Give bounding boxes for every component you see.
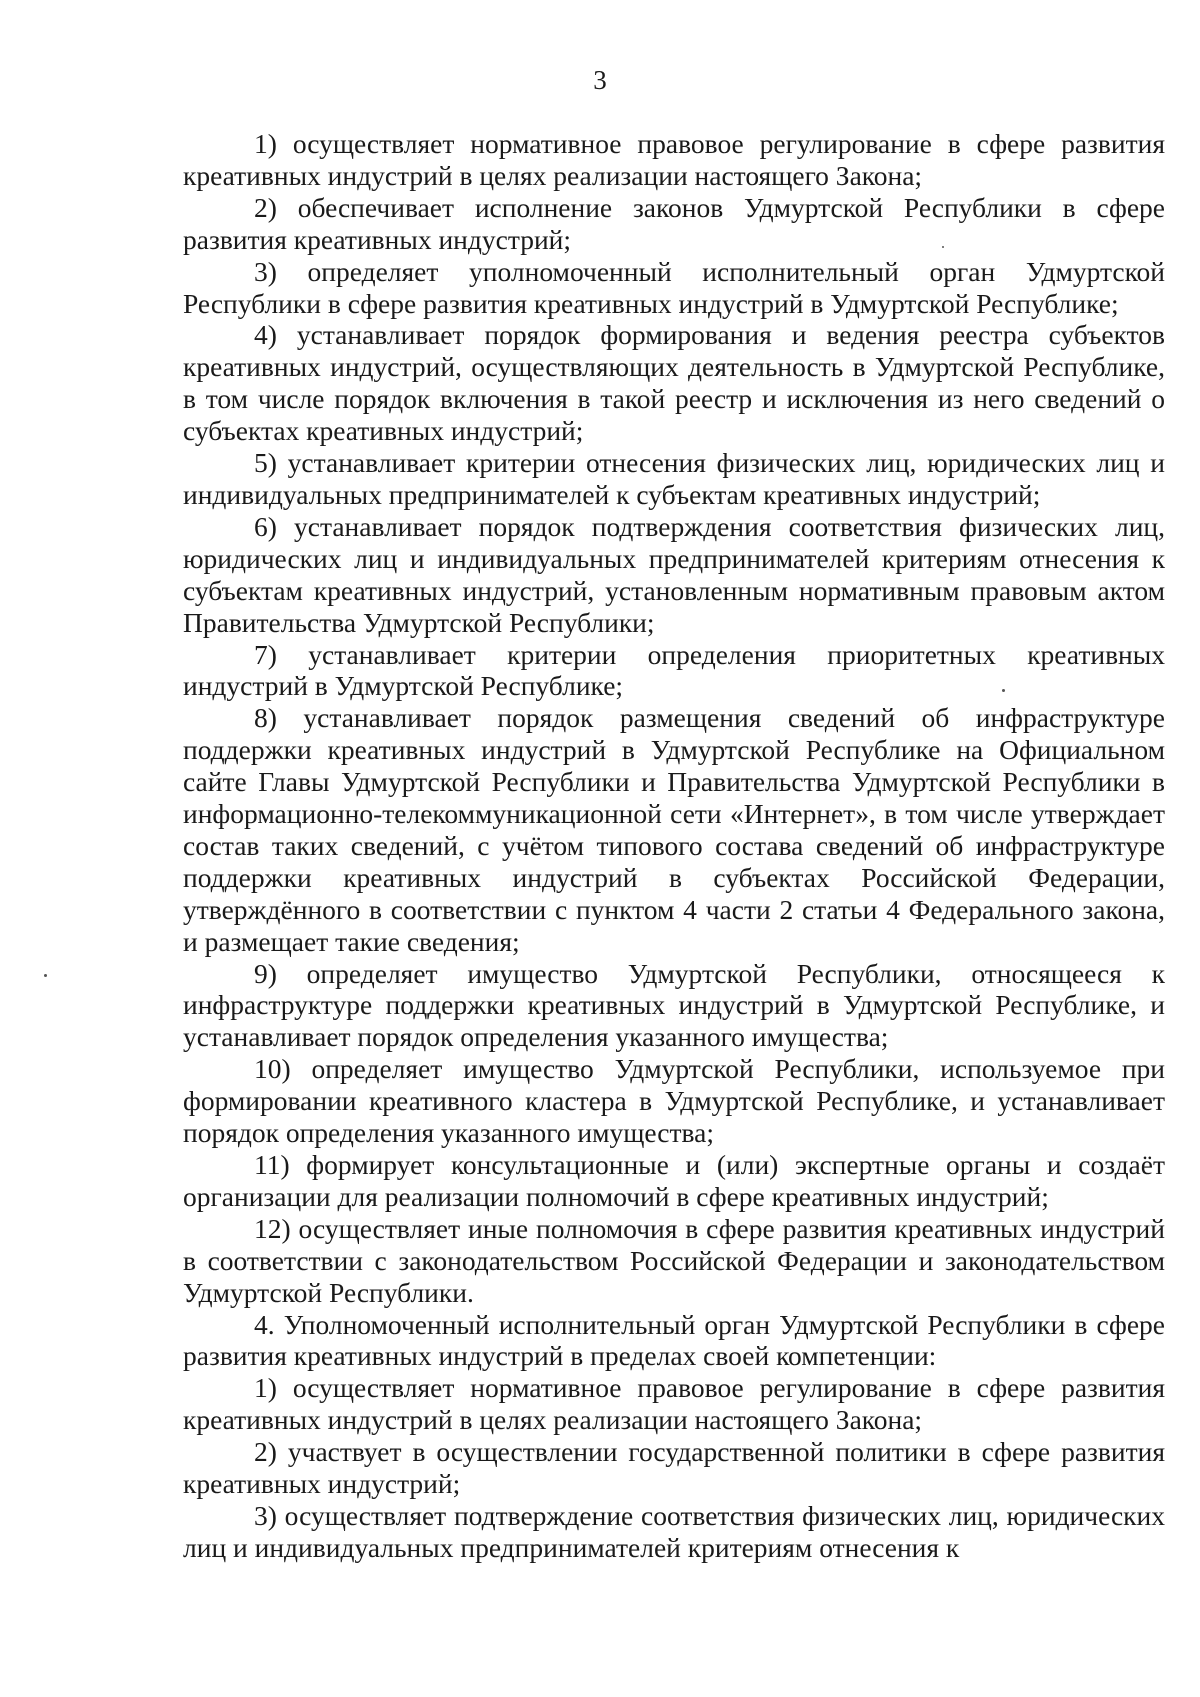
paragraph-4-2: 2) участвует в осуществлении государственной политики в сфере развития креативных индустрий; xyxy=(183,1436,1165,1500)
paragraph-3-7: 7) устанавливает критерии определения приоритетных креативных индустрий в Удмуртской Республике; xyxy=(183,638,1165,702)
paragraph-3-3: 3) определяет уполномоченный исполнительный орган Удмуртской Республики в сфере развития креативных индустрий в Удмуртской Республике; xyxy=(183,255,1165,319)
paragraph-3-8: 8) устанавливает порядок размещения сведений об инфраструктуре поддержки креативных индустрий в Удмуртской Республике на Официальном сайте Главы Удмуртской Республики и Правительства Удмуртской Республики в информационно-телекоммуникационной сети «Интернет», в том числе утверждает состав таких сведений, с учётом типового состава сведений об инфраструктуре поддержки креативных индустрий в субъектах Российской Федерации, утверждённого в соответствии с пунктом 4 части 2 статьи 4 Федерального закона, и размещает такие сведения; xyxy=(183,702,1165,957)
paragraph-3-4: 4) устанавливает порядок формирования и ведения реестра субъектов креативных индустрий, осуществляющих деятельность в Удмуртской Республике, в том числе порядок включения в такой реестр и исключения из него сведений о субъектах креативных индустрий; xyxy=(183,319,1165,447)
paragraph-3-1: 1) осуществляет нормативное правовое регулирование в сфере развития креативных индустрий в целях реализации настоящего Закона; xyxy=(183,128,1165,191)
paragraph-3-12: 12) осуществляет иные полномочия в сфере развития креативных индустрий в соответствии с законодательством Российской Федерации и законодательством Удмуртской Республики. xyxy=(183,1212,1165,1308)
paragraph-3-9: 9) определяет имущество Удмуртской Республики, относящееся к инфраструктуре поддержки креативных индустрий в Удмуртской Республике, и устанавливает порядок определения указанного имущества; xyxy=(183,957,1165,1053)
document-body xyxy=(183,128,1165,1564)
paragraph-3-5: 5) устанавливает критерии отнесения физических лиц, юридических лиц и индивидуальных предпринимателей к субъектам креативных индустрий; xyxy=(183,447,1165,510)
scan-speck xyxy=(44,974,47,977)
paragraph-4-1: 1) осуществляет нормативное правовое регулирование в сфере развития креативных индустрий в целях реализации настоящего Закона; xyxy=(183,1372,1165,1436)
scan-speck xyxy=(942,246,944,248)
scan-speck xyxy=(1002,689,1005,692)
paragraph-3-2: 2) обеспечивает исполнение законов Удмуртской Республики в сфере развития креативных индустрий; xyxy=(183,191,1165,255)
page-number: 3 xyxy=(593,65,607,95)
paragraph-4-3: 3) осуществляет подтверждение соответствия физических лиц, юридических лиц и индивидуальных предпринимателей критериям отнесения к xyxy=(183,1499,1165,1563)
paragraph-3-11: 11) формирует консультационные и (или) экспертные органы и создаёт организации для реализации полномочий в сфере креативных индустрий; xyxy=(183,1149,1165,1212)
paragraph-3-6: 6) устанавливает порядок подтверждения соответствия физических лиц, юридических лиц и индивидуальных предпринимателей критериям отнесения к субъектам креативных индустрий, установленным нормативным правовым актом Правительства Удмуртской Республики; xyxy=(183,510,1165,638)
paragraph-4-intro: 4. Уполномоченный исполнительный орган Удмуртской Республики в сфере развития креативных индустрий в пределах своей компетенции: xyxy=(183,1308,1165,1372)
paragraph-3-10: 10) определяет имущество Удмуртской Республики, используемое при формировании креативного кластера в Удмуртской Республике, и устанавливает порядок определения указанного имущества; xyxy=(183,1053,1165,1149)
